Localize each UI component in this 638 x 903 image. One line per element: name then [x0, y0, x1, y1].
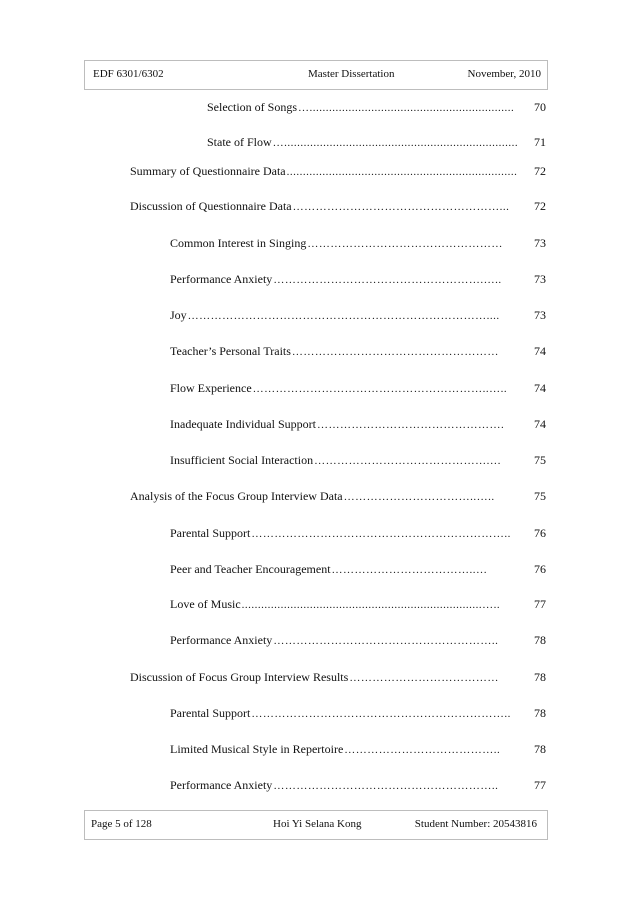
toc-entry-title: State of Flow [207, 135, 272, 149]
toc-dot-leader: ………………………………… [349, 672, 499, 684]
toc-page-number: 78 [534, 670, 546, 684]
toc-entry-love-of-music[interactable] [170, 597, 546, 613]
toc-page-number: 78 [534, 706, 546, 720]
toc-entry-title: Discussion of Questionnaire Data [130, 199, 292, 213]
toc-dot-leader: …............................................................... [298, 102, 515, 114]
toc-dot-leader: ....................................................................... [286, 166, 518, 178]
toc-page-number: 73 [534, 272, 546, 286]
toc-entry-discussion-of-focus-group-interview-results[interactable] [130, 670, 546, 686]
toc-entry-title: Common Interest in Singing [170, 236, 307, 250]
toc-entry-performance-anxiety-focus-group[interactable] [170, 633, 546, 649]
toc-page-number: 76 [534, 562, 546, 576]
header-course-code: EDF 6301/6302 [93, 68, 164, 80]
footer-page-label: Page 5 of 128 [91, 818, 152, 830]
toc-entry-title: Performance Anxiety [170, 778, 273, 792]
footer-author: Hoi Yi Selana Kong [273, 818, 362, 830]
toc-dot-leader: …………………………………………… [307, 238, 503, 250]
toc-entry-peer-and-teacher-encouragement[interactable] [170, 562, 546, 578]
toc-entry-parental-support-discussion[interactable] [170, 706, 546, 722]
toc-entry-title: Love of Music [170, 597, 241, 611]
toc-entry-performance-anxiety-discussion[interactable] [170, 778, 546, 794]
toc-entry-state-of-flow[interactable] [207, 135, 546, 151]
toc-dot-leader: ………………………………………………….. [273, 780, 499, 792]
toc-page-number: 74 [534, 344, 546, 358]
toc-dot-leader: …........................................................................ [272, 137, 519, 149]
toc-dot-leader: ………………………………………………………….. [251, 528, 511, 540]
toc-page-number: 77 [534, 597, 546, 611]
toc-entry-title: Joy [170, 308, 187, 322]
toc-dot-leader: ……………………………………………….….. [273, 274, 502, 286]
toc-entry-title: Discussion of Focus Group Interview Results [130, 670, 349, 684]
toc-page-number: 76 [534, 526, 546, 540]
toc-page-number: 70 [534, 100, 546, 114]
page-header [84, 60, 548, 90]
toc-entry-joy[interactable] [170, 308, 546, 324]
toc-dot-leader: ……………………………………………………..….. [252, 383, 508, 395]
toc-page-number: 71 [534, 135, 546, 149]
toc-entry-title: Teacher’s Personal Traits [170, 344, 291, 358]
toc-entry-title: Performance Anxiety [170, 633, 273, 647]
toc-page-number: 74 [534, 381, 546, 395]
toc-entry-discussion-of-questionnaire-data[interactable] [130, 199, 546, 215]
toc-entry-performance-anxiety[interactable] [170, 272, 546, 288]
toc-entry-title: Flow Experience [170, 381, 252, 395]
toc-entry-title: Performance Anxiety [170, 272, 273, 286]
toc-entry-parental-support[interactable] [170, 526, 546, 542]
toc-entry-analysis-of-focus-group-interview-data[interactable] [130, 489, 546, 505]
toc-page-number: 78 [534, 742, 546, 756]
toc-dot-leader: ……………………………………………… [291, 346, 499, 358]
toc-entry-limited-musical-style-in-repertoire[interactable] [170, 742, 546, 758]
toc-entry-title: Insufficient Social Interaction [170, 453, 314, 467]
toc-page-number: 73 [534, 308, 546, 322]
toc-page-number: 78 [534, 633, 546, 647]
header-document-type: Master Dissertation [308, 68, 395, 80]
toc-dot-leader: ……………………………..….. [343, 491, 495, 503]
toc-entry-insufficient-social-interaction[interactable] [170, 453, 546, 469]
toc-entry-title: Inadequate Individual Support [170, 417, 316, 431]
toc-entry-title: Peer and Teacher Encouragement [170, 562, 331, 576]
toc-dot-leader: ………………………………………………………….. [251, 708, 511, 720]
toc-entry-title: Limited Musical Style in Repertoire [170, 742, 344, 756]
toc-entry-title: Parental Support [170, 526, 251, 540]
toc-dot-leader: ..........................................................................….. [241, 599, 501, 611]
toc-dot-leader: ………………………………………………….. [273, 635, 499, 647]
toc-page-number: 77 [534, 778, 546, 792]
toc-entry-title: Parental Support [170, 706, 251, 720]
toc-dot-leader: ………………………………..… [331, 564, 488, 576]
toc-entry-selection-of-songs[interactable] [207, 100, 546, 116]
toc-page-number: 73 [534, 236, 546, 250]
page-footer [84, 810, 548, 840]
toc-dot-leader: ……………………………………….… [314, 455, 502, 467]
toc-entry-inadequate-individual-support[interactable] [170, 417, 546, 433]
toc-dot-leader: …………………………………………. [316, 419, 505, 431]
footer-student-number: Student Number: 20543816 [414, 818, 537, 830]
toc-page-number: 72 [534, 164, 546, 178]
header-date: November, 2010 [467, 68, 541, 80]
toc-entry-title: Analysis of the Focus Group Interview Data [130, 489, 343, 503]
toc-page-number: 74 [534, 417, 546, 431]
toc-entry-common-interest-in-singing[interactable] [170, 236, 546, 252]
toc-page-number: 72 [534, 199, 546, 213]
toc-page-number: 75 [534, 489, 546, 503]
toc-entry-teachers-personal-traits[interactable] [170, 344, 546, 360]
toc-entry-flow-experience[interactable] [170, 381, 546, 397]
toc-dot-leader: …………………………………………………………………….... [187, 310, 500, 322]
toc-dot-leader: ………………………………………………... [292, 201, 510, 213]
toc-dot-leader: ………………………………….. [344, 744, 501, 756]
toc-entry-title: Summary of Questionnaire Data [130, 164, 286, 178]
toc-page-number: 75 [534, 453, 546, 467]
toc-entry-title: Selection of Songs [207, 100, 297, 114]
toc-entry-summary-of-questionnaire-data[interactable] [130, 164, 546, 180]
